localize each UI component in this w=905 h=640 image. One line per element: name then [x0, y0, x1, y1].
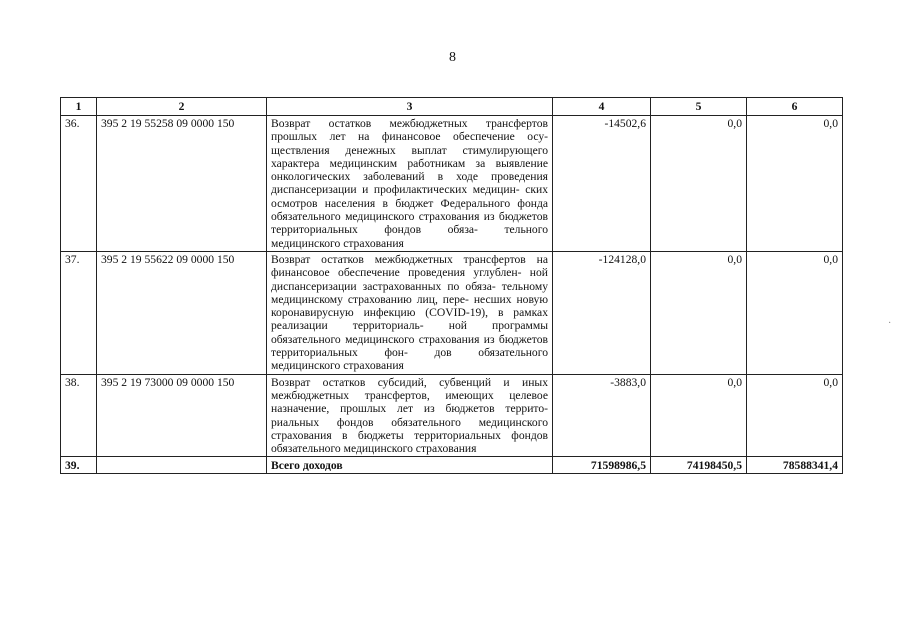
- value-col4: -14502,6: [553, 116, 651, 252]
- budget-code: 395 2 19 55258 09 0000 150: [97, 116, 267, 252]
- total-col5: 74198450,5: [651, 457, 747, 474]
- row-description: Возврат остатков субсидий, субвенций и иных межбюджетных трансфертов, имеющих целевое назначение, прошлых лет из бюджетов террито- риальных фондов обязательного медицинского страхования в бюджеты территориальных фондов обязательного медицинского страхования: [267, 374, 553, 457]
- value-col5: 0,0: [651, 251, 747, 374]
- row-number: 37.: [61, 251, 97, 374]
- column-header: 3: [267, 98, 553, 116]
- column-header: 5: [651, 98, 747, 116]
- row-number: 38.: [61, 374, 97, 457]
- value-col4: -3883,0: [553, 374, 651, 457]
- table-row: [61, 251, 843, 374]
- row-number: 36.: [61, 116, 97, 252]
- value-col6: 0,0: [747, 251, 843, 374]
- page-number: 8: [449, 50, 456, 65]
- column-header: 1: [61, 98, 97, 116]
- value-col5: 0,0: [651, 116, 747, 252]
- row-description: Возврат остатков межбюджетных трансфертов на финансовое обеспечение проведения углублен- ной диспансеризации застрахованных по обяза- тельному медицинскому страхованию лиц, пере- несших новую коронавирусную инфекцию (COVID-19), в рамках реализации территориаль- ной программы обязательного медицинского страхования из бюджетов территориальных фон- дов обязательного медицинского страхования: [267, 251, 553, 374]
- value-col6: 0,0: [747, 116, 843, 252]
- total-col6: 78588341,4: [747, 457, 843, 474]
- budget-code: 395 2 19 73000 09 0000 150: [97, 374, 267, 457]
- column-header: 6: [747, 98, 843, 116]
- total-col4: 71598986,5: [553, 457, 651, 474]
- table-header-row: [61, 98, 843, 116]
- budget-code: 395 2 19 55622 09 0000 150: [97, 251, 267, 374]
- table-row: [61, 374, 843, 457]
- total-row: [61, 457, 843, 474]
- value-col6: 0,0: [747, 374, 843, 457]
- revenue-table: [60, 97, 843, 474]
- budget-code: [97, 457, 267, 474]
- row-number: 39.: [61, 457, 97, 474]
- value-col5: 0,0: [651, 374, 747, 457]
- row-description: Возврат остатков межбюджетных трансфертов прошлых лет на финансовое обеспечение осу- ществления денежных выплат стимулирующего характера медицинским работникам за выявление онкологических заболеваний в ходе проведения диспансеризации и профилактических медицин- ских осмотров населения в бюджет Федерального фонда обязательного медицинского страхования из бюджетов территориальных фондов обяза- тельного медицинского страхования: [267, 116, 553, 252]
- table-row: [61, 116, 843, 252]
- margin-mark: ·: [888, 318, 892, 329]
- column-header: 4: [553, 98, 651, 116]
- column-header: 2: [97, 98, 267, 116]
- value-col4: -124128,0: [553, 251, 651, 374]
- total-label: Всего доходов: [267, 457, 553, 474]
